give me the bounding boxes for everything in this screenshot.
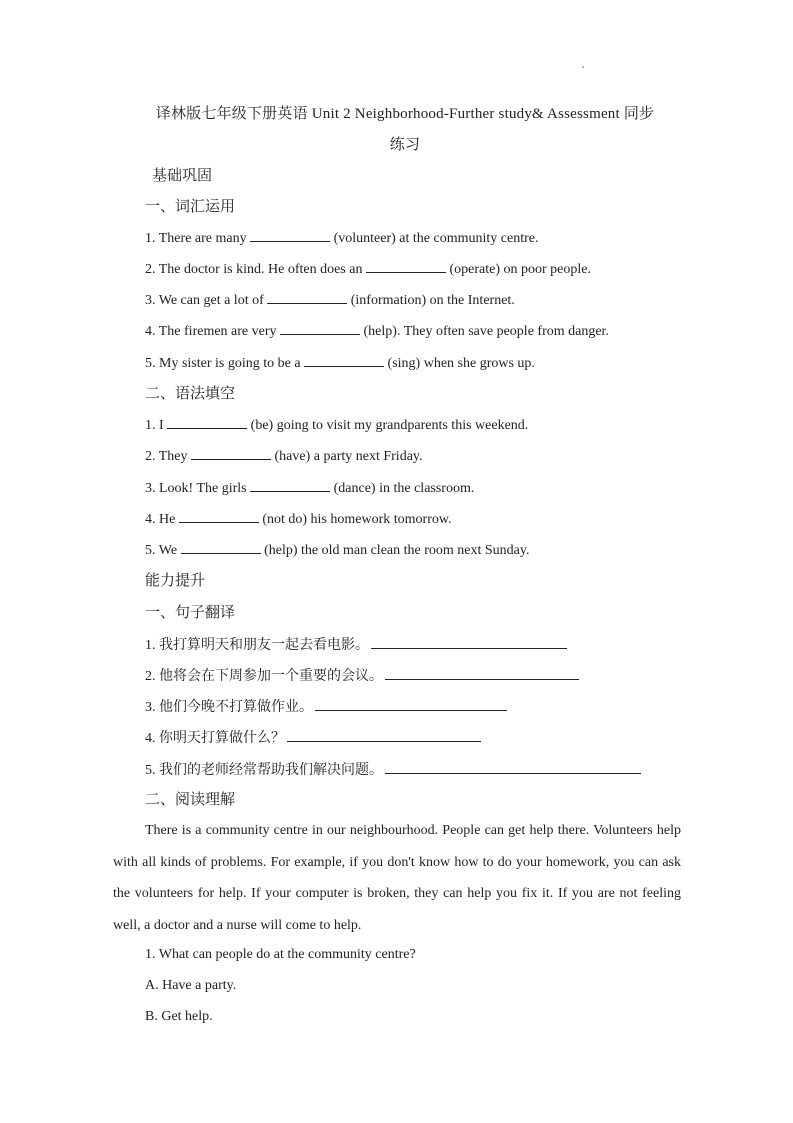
section-heading-grammar: 二、语法填空 (145, 386, 236, 402)
translation-question-5 (145, 759, 641, 779)
answer-blank[interactable] (179, 510, 259, 523)
answer-blank[interactable] (267, 291, 347, 304)
question-text: 4. 你明天打算做什么？ (145, 731, 285, 746)
question-text: 5. My sister is going to be a (145, 356, 305, 371)
grammar-question-5 (145, 541, 529, 559)
section-heading-translation: 一、句子翻译 (145, 605, 236, 621)
vocab-question-3 (145, 291, 515, 309)
question-text: 5. We (145, 543, 181, 558)
question-text: 3. We can get a lot of (145, 293, 268, 308)
answer-blank[interactable] (366, 260, 446, 273)
question-text: (information) on the Internet. (347, 293, 515, 308)
answer-option-a[interactable]: A. Have a party. (145, 978, 237, 993)
question-text: 1. There are many (145, 231, 251, 246)
answer-blank[interactable] (304, 354, 384, 367)
grammar-question-3 (145, 479, 474, 497)
vocab-question-4 (145, 322, 609, 340)
vocab-question-1 (145, 229, 538, 247)
question-text: 2. They (145, 449, 192, 464)
question-text: (not do) his homework tomorrow. (258, 512, 452, 527)
question-text: 4. The firemen are very (145, 324, 281, 339)
answer-blank[interactable] (250, 479, 330, 492)
section-heading-reading: 二、阅读理解 (145, 792, 236, 808)
answer-option-b[interactable]: B. Get help. (145, 1009, 213, 1024)
answer-blank[interactable] (385, 761, 641, 774)
vocab-question-5 (145, 354, 535, 372)
answer-blank[interactable] (371, 636, 567, 649)
question-text: (volunteer) at the community centre. (330, 231, 539, 246)
grammar-question-1 (145, 416, 528, 434)
document-title-line-1: 译林版七年级下册英语 Unit 2 Neighborhood-Further study& Assessment 同步 (155, 106, 655, 122)
scan-speck (582, 66, 584, 68)
part-heading-basics: 基础巩固 (152, 168, 213, 184)
question-text: (help) the old man clean the room next Sunday. (260, 543, 530, 558)
document-title-line-2: 练习 (389, 137, 421, 153)
reading-question-1: 1. What can people do at the community centre? (145, 947, 416, 962)
grammar-question-2 (145, 447, 423, 465)
answer-blank[interactable] (315, 698, 507, 711)
translation-question-3 (145, 696, 507, 716)
answer-blank[interactable] (287, 729, 481, 742)
question-text: (dance) in the classroom. (330, 481, 475, 496)
translation-question-4 (145, 727, 481, 747)
grammar-question-4 (145, 510, 452, 528)
question-text: (sing) when she grows up. (384, 356, 535, 371)
answer-blank[interactable] (167, 416, 247, 429)
question-text: 4. He (145, 512, 179, 527)
question-text: 3. Look! The girls (145, 481, 251, 496)
question-text: 2. The doctor is kind. He often does an (145, 262, 366, 277)
answer-blank[interactable] (280, 322, 360, 335)
question-text: 1. I (145, 418, 168, 433)
question-text: (operate) on poor people. (445, 262, 591, 277)
answer-blank[interactable] (250, 229, 330, 242)
part-heading-improvement: 能力提升 (145, 573, 206, 589)
reading-passage: There is a community centre in our neighbourhood. People can get help there. Volunteers help with all kinds of problems. For example, if you don't know how to do your homework, you can ask the volunteers for help. If your computer is broken, they can help you fix it. If you are not feeling well, a doctor and a nurse will come to help. (113, 823, 681, 933)
answer-blank[interactable] (181, 541, 261, 554)
question-text: 1. 我打算明天和朋友一起去看电影。 (145, 638, 369, 653)
question-text: 2. 他将会在下周参加一个重要的会议。 (145, 669, 383, 684)
translation-question-1 (145, 634, 567, 654)
answer-blank[interactable] (385, 667, 579, 680)
section-heading-vocabulary: 一、词汇运用 (145, 199, 236, 215)
answer-blank[interactable] (191, 447, 271, 460)
translation-question-2 (145, 665, 579, 685)
question-text: (help). They often save people from danger. (360, 324, 609, 339)
question-text: 3. 他们今晚不打算做作业。 (145, 700, 313, 715)
question-text: (be) going to visit my grandparents this weekend. (247, 418, 529, 433)
vocab-question-2 (145, 260, 591, 278)
question-text: (have) a party next Friday. (271, 449, 423, 464)
question-text: 5. 我们的老师经常帮助我们解决问题。 (145, 763, 383, 778)
